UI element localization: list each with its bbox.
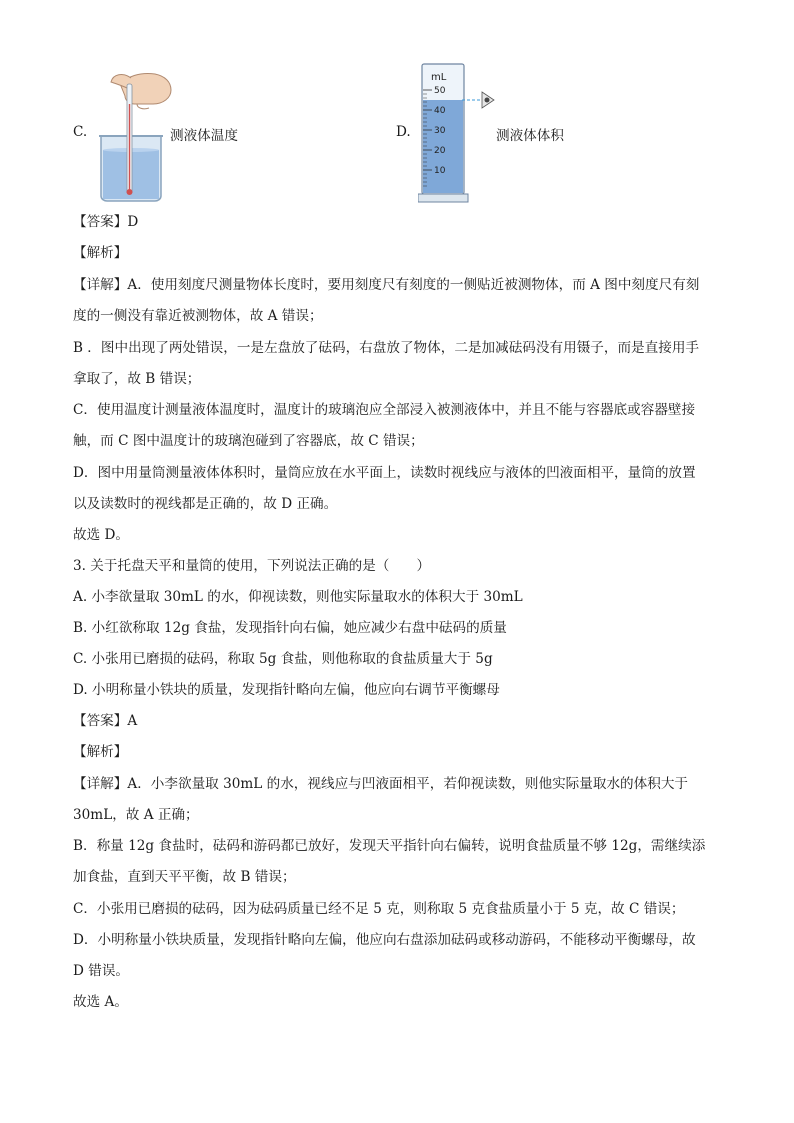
graduated-cylinder-illustration: [418, 62, 498, 204]
option-d-figure-block: [396, 62, 596, 207]
q2-answer: 【答案】D: [73, 214, 139, 230]
q2-explanation-line: 【详解】A．使用刻度尺测量物体长度时，要用刻度尺有刻度的一侧贴近被测物体，而 A 图中刻度尺有刻: [73, 277, 700, 293]
q3-explanation-line: 【详解】A．小李欲量取 30mL 的水，视线应与凹液面相平，若仰视读数，则他实际量取水的体积大于: [73, 776, 689, 792]
q3-explanation-line: D 错误。: [73, 963, 130, 979]
q2-explanation-line: 拿取了，故 B 错误；: [73, 371, 201, 387]
q2-explanation-line: C．使用温度计测量液体温度时，温度计的玻璃泡应全部浸入被测液体中，并且不能与容器底或容器壁接: [73, 402, 696, 418]
q2-explanation-line: B ．图中出现了两处错误，一是左盘放了砝码，右盘放了物体，二是加减砝码没有用镊子，而是直接用手: [73, 340, 700, 356]
q3-explanation-line: B．称量 12g 食盐时，砝码和游码都已放好，发现天平指针向右偏转，说明食盐质量不够 12g，需继续添: [73, 838, 706, 854]
cylinder-tick-40: 40: [434, 106, 446, 116]
cylinder-unit-label: mL: [431, 72, 447, 83]
q3-explanation-line: D．小明称量小铁块质量，发现指针略向左偏，他应向右盘添加砝码或移动游码，不能移动平衡螺母，故: [73, 932, 696, 948]
cylinder-tick-30: 30: [434, 126, 446, 136]
q2-explanation-line: 度的一侧没有靠近被测物体，故 A 错误；: [73, 308, 323, 324]
thermometer-beaker-illustration: [91, 64, 175, 204]
q3-explanation-line: C．小张用已磨损的砝码，因为砝码质量已经不足 5 克，则称取 5 克食盐质量小于 5 克，故 C 错误；: [73, 901, 685, 917]
q2-conclusion: 故选 D。: [73, 527, 130, 543]
eye-icon: [482, 92, 494, 108]
cylinder-tick-20: 20: [434, 146, 446, 156]
q3-option-d: D. 小明称量小铁块的质量，发现指针略向左偏，他应向右调节平衡螺母: [73, 682, 500, 698]
q2-explanation-line: D．图中用量筒测量液体体积时，量筒应放在水平面上，读数时视线应与液体的凹液面相平，量筒的放置: [73, 465, 696, 481]
option-c-figure-block: [73, 62, 373, 212]
q3-option-c: C. 小张用已磨损的砝码，称取 5g 食盐，则他称取的食盐质量大于 5g: [73, 651, 493, 667]
option-d-caption: 测液体体积: [496, 128, 564, 144]
q3-analysis-heading: 【解析】: [73, 744, 128, 760]
q2-analysis-heading: 【解析】: [73, 245, 128, 261]
cylinder-tick-50: 50: [434, 86, 446, 96]
q3-answer: 【答案】A: [73, 713, 138, 729]
q2-explanation-line: 以及读数时的视线都是正确的，故 D 正确。: [73, 496, 338, 512]
option-c-caption: 测液体温度: [170, 128, 238, 144]
q3-option-b: B. 小红欲称取 12g 食盐，发现指针向右偏，她应减少右盘中砝码的质量: [73, 620, 507, 636]
option-d-letter: D.: [396, 124, 411, 140]
q3-conclusion: 故选 A。: [73, 994, 128, 1010]
q3-option-a: A. 小李欲量取 30mL 的水，仰视读数，则他实际量取水的体积大于 30mL: [73, 589, 523, 605]
option-c-letter: C.: [73, 124, 88, 140]
q3-explanation-line: 30mL，故 A 正确；: [73, 807, 199, 823]
q2-explanation-line: 触，而 C 图中温度计的玻璃泡碰到了容器底，故 C 错误；: [73, 433, 424, 449]
q3-explanation-line: 加食盐，直到天平平衡，故 B 错误；: [73, 869, 296, 885]
cylinder-tick-10: 10: [434, 166, 446, 176]
q3-stem: 3. 关于托盘天平和量筒的使用，下列说法正确的是（ ）: [73, 558, 431, 574]
